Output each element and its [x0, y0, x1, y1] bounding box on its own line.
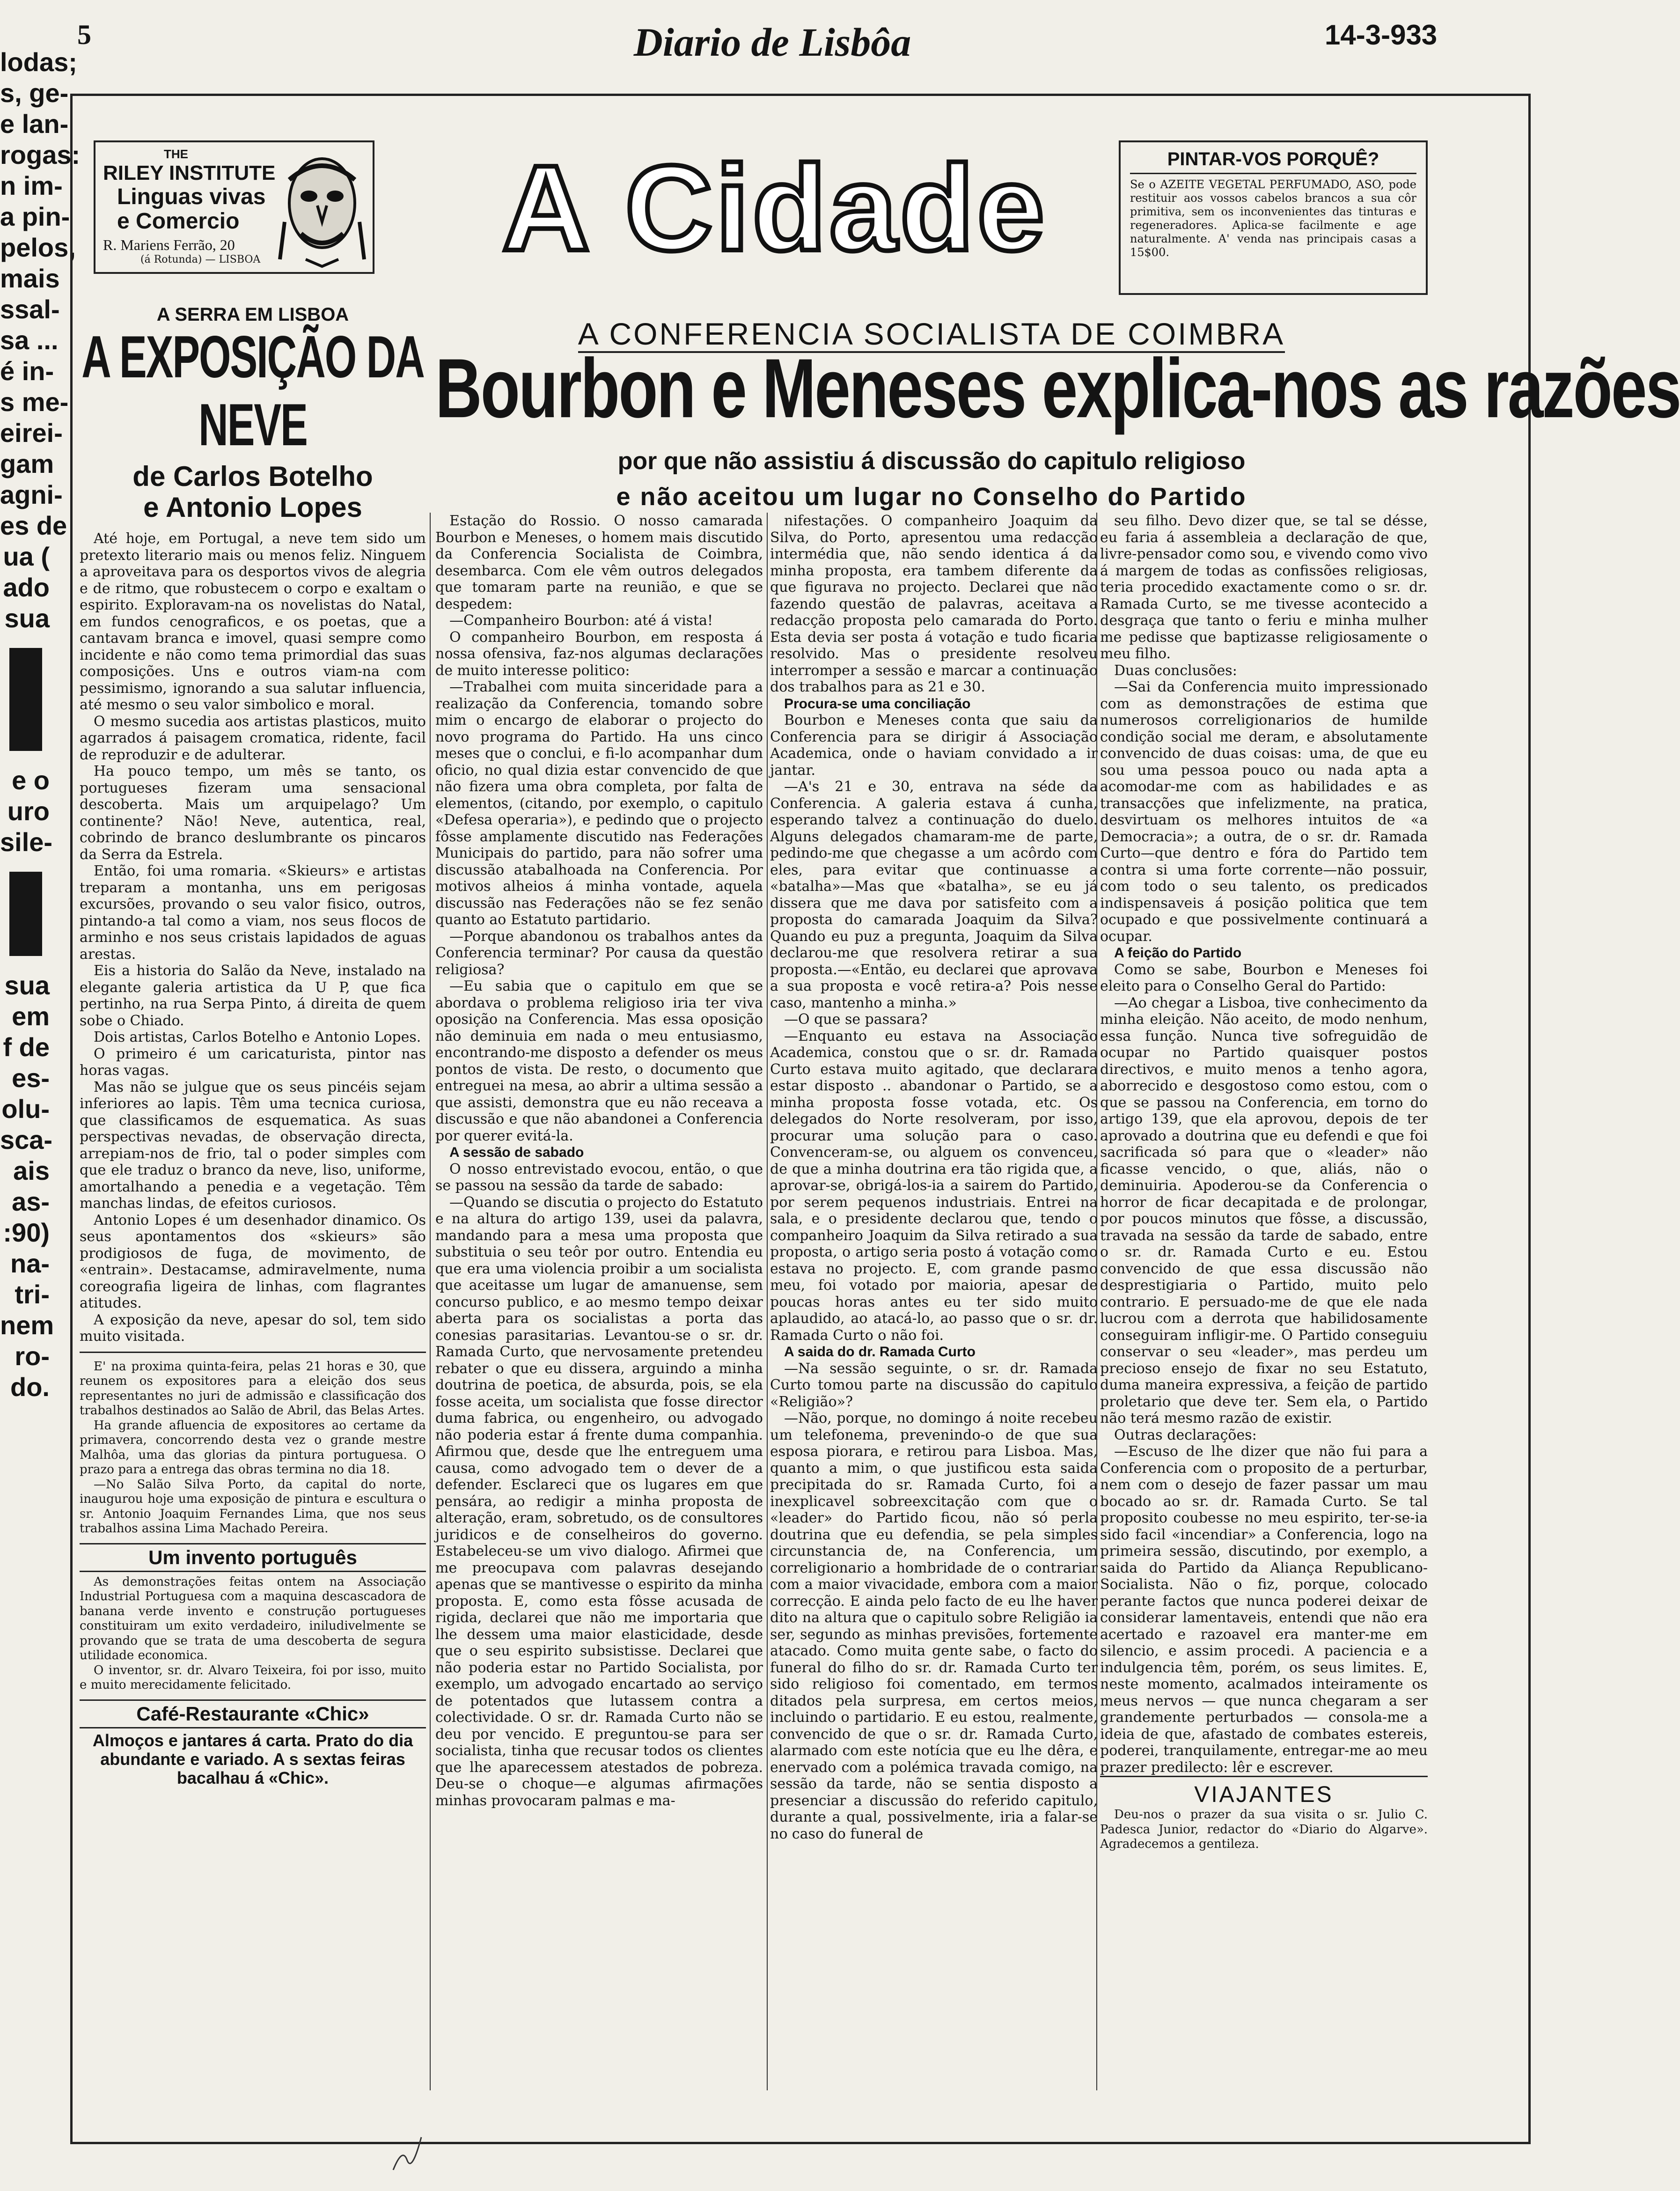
paragraph: Eis a historia do Salão da Neve, instalado na elegante galeria artistica da U P, que fica pertinho, na rua Serpa Pinto, á direita de quem sobe o Chiado. [80, 963, 426, 1029]
margin-fragment: é in- [0, 356, 54, 386]
margin-fragment: e lan- [0, 109, 69, 139]
paragraph: Duas conclusões: [1114, 662, 1237, 679]
margin-fragment: e o [12, 765, 50, 795]
previous-page-margin-strip [0, 47, 81, 2144]
paragraph: —Ao chegar a Lisboa, tive conhecimento da minha eleição. Não aceito, de modo nenhum, essa função. Nunca tive sofreguidão de ocupar no Partido quaisquer postos directivos, e muito menos a tenho agora, aborrecido e desgostoso como estou, com o que se passou na Conferencia, em torno do artigo 139, que ela aprovou, depois de ter aprovado a doutrina que eu defendi e que foi sacrificada só para que o «leader» não ficasse vencido, o que, aliás, não o deminuiria. Apoderou-se da Conferencia o horror de ficar decapitada e de prolongar, por poucos minutos que fôsse, a discussão, travada na sessão da tarde de sabado, entre o sr. dr. Ramada Curto e eu. Estou convencido de que essa discussão não desprestigiaria o Partido, muito pelo contrario. E persuado-me de que ele nada lucrou com a derrota que habilidosamente conseguiram infligir-me. O Partido conseguiu conservar o seu «leader», mas perdeu um precioso ensejo de fixar no seu Estatuto, duma maneira expressiva, a feição de partido proletario que deve ter. Sem ela, o Partido não terá mesmo razão de existir. [1100, 994, 1428, 1426]
note-paragraph: —No Salão Silva Porto, da capital do norte, inaugurou hoje uma exposição de pintura e escultura o sr. Antonio Joaquim Fernandes Lima, que nos seus trabalhos assina Lima Machado Pereira. [80, 1477, 426, 1536]
newspaper-masthead: Diario de Lisbôa [633, 20, 911, 65]
margin-fragment: ado [3, 573, 50, 602]
paragraph: O mesmo sucedia aos artistas plasticos, muito agarrados á paisagem cromatica, ridente, facil de reproduzir e de adulterar. [80, 713, 426, 763]
margin-fragment: olu- [1, 1094, 50, 1124]
paragraph: —Escuso de lhe dizer que não fui para a Conferencia com o proposito de a perturbar, nem com o desejo de fazer passar um mau bocado ao sr. dr. Ramada Curto. Se tal proposito coubesse no meu espirito, ter-se-ia sido facil «incendiar» a Conferencia, logo na primeira sessão, discutindo, por exemplo, a saida do Partido da Aliança Republicano-Socialista. Não o fiz, porque, colocado perante factos que nunca poderei deixar de considerar lamentaveis, entendi que não era acertado e razoavel era manter-me em silencio, e assim procedi. A paciencia e a indulgencia têm, porém, os seus limites. E, neste momento, acalmados inteiramente os meus nervos — que nunca chegaram a ser grandemente perturbados — consola-me a ideia de que, afastado de combates estereis, poderei, tranquilamente, entregar-me ao meu prazer predilecto: lêr e escrever. [1100, 1443, 1428, 1776]
margin-fragment: sa ... [0, 325, 59, 355]
column-rule [767, 513, 768, 2090]
cafe-heading: Café-Restaurante «Chic» [80, 1699, 426, 1728]
margin-fragment: ro- [15, 1341, 50, 1371]
margin-fragment: agni- [0, 480, 63, 509]
ad-the-label: THE [164, 147, 188, 161]
margin-fragment: pelos, [0, 233, 76, 262]
pintar-ad-text: Se o AZEITE VEGETAL PERFUMADO, ASO, pode restituir aos vossos cabelos brancos a sua côr primitiva, sem os inconvenientes das tinturas e regeneradores. Aplica-se facilmente e age naturalmente. A' venda nas principais casas a 15$00. [1130, 178, 1416, 259]
main-kicker-text: A CONFERENCIA SOCIALISTA DE COIMBRA [578, 316, 1285, 353]
paragraph: —Eu sabia que o capitulo em que se abordava o problema religioso iria ter viva oposição na Conferencia. Mas essa oposição não deminuia em nada o meu entusiasmo, encontrando-me disposto a defender os meus pontos de vista. De resto, o documento que entreguei na mesa, ao abrir a ultima sessão a que assisti, demonstra que eu não receava a discussão e que não abandonei a Conferencia por querer evitá-la. [435, 978, 763, 1144]
handwritten-mark-icon [365, 2128, 459, 2175]
pintar-ad-heading: PINTAR-VOS PORQUÊ? [1130, 149, 1416, 174]
paragraph: O primeiro é um caricaturista, pintor nas horas vagas. [80, 1045, 426, 1079]
margin-fragment: mais [0, 264, 60, 293]
paragraph: Ha pouco tempo, um mês se tanto, os portugueses fizeram uma sensacional descoberta. Mais um arquipelago? Um continente? Não! Neve, autentica, real, cobrindo de branco deslumbrante os pincaros da Serra da Estrela. [80, 763, 426, 863]
margin-fragment: es- [12, 1063, 50, 1093]
ad-line-2: e Comercio [117, 209, 240, 234]
margin-fragment: sua [4, 971, 50, 1000]
paragraph: nifestações. O companheiro Joaquim da Silva, do Porto, apresentou uma redacção intermédia que, não sendo identica á da minha proposta, era tambem diferente da que figurava no projecto. Declarei que não fazendo questão de palavras, aceitava a redacção proposta pelo camarada do Porto. Esta devia ser posta á votação e tudo ficaria resolvido. Mas o presidente resolveu interromper a sessão e marcar a continuação dos trabalhos para as 21 e 30. [770, 513, 1098, 695]
margin-fragment: eirei- [0, 418, 63, 448]
ad-address: R. Mariens Ferrão, 20 [103, 236, 235, 253]
margin-fragment: n im- [0, 171, 63, 200]
paragraph: —A's 21 e 30, entrava na séde da Conferencia. A galeria estava á cunha, esperando talvez a continuação do duelo. Alguns delegados chamaram-me de parte, pedindo-me que chegasse a um acôrdo com eles, para evitar que continuasse a «batalha»—Mas que «batalha», se eu já dissera que me dava por satisfeito com a proposta do camarada Joaquim da Silva? Quando eu puz a pregunta, Joaquim da Silva declarou-me que resolvera retirar a sua proposta.—«Então, eu declarei que aprovava a sua proposta e você retira-a? Pois nesse caso, mantenho a minha.» [770, 779, 1098, 1011]
paragraph: —Sai da Conferencia muito impressionado com as demonstrações de estima que numerosos correligionarios de humilde condição social me deram, e absolutamente convencido de duas coisas: uma, de que eu sou uma pessoa pouco ou nada apta a acomodar-me com as habilidades e as transacções que infelizmente, na pratica, desvirtuam os melhores intuitos de «a Democracia»; a outra, de o sr. dr. Ramada Curto—que dentro e fóra do Partido tem contra si uma forte corrente—não possuir, com todo o seu talento, os predicados indispensaveis á posição politica que tem ocupado e que possivelmente continuará a ocupar. [1100, 679, 1428, 945]
paragraph: Então, foi uma romaria. «Skieurs» e artistas treparam a montanha, uns em perigosas excursões, provando o seu valor fisico, outros, pintando-a tal como a viam, nos seus flocos de arminho e nos seus cristais lapidados de aguas arestas. [80, 863, 426, 963]
left-kicker: A SERRA EM LISBOA [156, 304, 349, 325]
margin-fragment: s, ge- [0, 78, 69, 108]
paragraph: —Quando se discutia o projecto do Estatuto e na altura do artigo 139, usei da palavra, mandando para a mesa uma proposta que substituia o seu teôr por outro. Entendia eu que era uma violencia proibir a um socialista que aceitasse um lugar de amanuense, sem concurso publico, e ao mesmo tempo deixar aberta para os socialistas a porta das conesias parasitarias. Levantou-se o sr. dr. Ramada Curto, que nervosamente pretendeu rebater o que eu dissera, arguindo a minha doutrina de poetica, de absurda, pois, se ela fosse aceita, um socialista que fosse director duma fabrica, ou engenheiro, ou advogado não poderia estar á frente duma companhia. Afirmou que, desde que lhe entreguem uma causa, como advogado tem o dever de a defender. Esclareci que os lugares em que pensára, ao redigir a minha proposta de alteração, eram, sobretudo, os de consultores juridicos e de conselheiros do governo. Estabeleceu-se um vivo dialogo. Afirmei que me preocupava com palavras desejando apenas que se mantivesse o espirito da minha proposta. E, como esta fôsse acusada de rigida, declarei que não me importaria que lhe dessem uma maior elasticidade, desde que o seu espirito subsistisse. Declarei que não poderia estar no Partido Socialista, por exemplo, um advogado encartado ao serviço de potentados que lutassem contra a colectividade. O sr. dr. Ramada Curto não se deu por vencido. E preguntou-se para ser socialista, tinha que recusar todos os clientes que lhe aparecessem atestados de pobreza. Deu-se o choque—e algumas afirmações minhas provocaram palmas e ma- [435, 1194, 763, 1809]
margin-fragment: tri- [15, 1279, 50, 1309]
paragraph: —Companheiro Bourbon: até á vista! [449, 612, 713, 629]
margin-fragment: s me- [0, 387, 69, 417]
margin-fragment: nem [0, 1310, 54, 1340]
margin-fragment: f de [3, 1032, 50, 1062]
margin-fragment: sua [4, 603, 50, 633]
main-subheadline-2: e não aceitou um lugar no Conselho do Partido [616, 483, 1247, 511]
invento-body [80, 1575, 426, 1693]
margin-fragment: sile- [0, 827, 53, 857]
margin-fragment: na- [10, 1249, 50, 1278]
paragraph: O nosso entrevistado evocou, então, o que se passou na sessão da tarde de sabado: [435, 1161, 763, 1194]
paragraph: O companheiro Bourbon, em resposta á nossa ofensiva, faz-nos algumas declarações de muito interesse politico: [435, 629, 763, 679]
paragraph: Até hoje, em Portugal, a neve tem sido um pretexto literario mais ou menos feliz. Ninguem a aproveitava para os desportos vivos de alegria e de ritmo, que robustecem o corpo e exaltam o espirito. Exploravam-na os novelistas do Natal, em fundos cenograficos, e os poetas, que a cantavam branca e imovel, quasi sempre como incidente e não como tema primordial das suas composições. Uns e outros viam-na com pessimismo, ignorando a sua salutar influencia, até mesmo o seu valor simbolico e moral. [80, 530, 426, 713]
left-headline: A EXPOSIÇÃO DA NEVE [81, 323, 424, 458]
margin-ink-block [9, 872, 42, 956]
margin-fragment: lodas; [0, 47, 77, 77]
paragraph: Outras declarações: [1114, 1426, 1257, 1443]
note-paragraph: E' na proxima quinta-feira, pelas 21 horas e 30, que reunem os expositores para a eleição dos seus representantes no juri de admissão e classificação dos trabalhos destinados ao Salão de Abril, das Belas Artes. [80, 1359, 426, 1418]
invento-heading: Um invento português [80, 1543, 426, 1572]
viajantes-box [1100, 1776, 1428, 1852]
margin-fragment: do. [10, 1372, 50, 1402]
paragraph: A exposição da neve, apesar do sol, tem sido muito visitada. [80, 1311, 426, 1345]
subsection-heading: A saida do dr. Ramada Curto [784, 1344, 976, 1360]
paragraph: —Enquanto eu estava na Associação Academica, constou que o sr. dr. Ramada Curto estava muito agitado, que declarara estar disposto .. abandonar o Partido, se a minha proposta fosse votada, etc. Os delegados do Norte resolveram, por isso, procurar uma solução para o caso. Convenceram-se, ou alguem os convenceu, de que a minha doutrina era tão rigida que, a aprovar-se, obrigá-los-ia a sairem do Partido, por serem pequenos industriais. Entrei na sala, e o presidente declarou que, tendo o companheiro Joaquim da Silva retirado a sua proposta, o artigo seria posto á votação como estava no projecto. E, com grande pasmo meu, foi votado por maioria, apesar de poucas horas antes eu ter sido muito aplaudido, ao atacá-lo, ao passo que o sr. dr. Ramada Curto o não foi. [770, 1028, 1098, 1344]
ad-address-2: (á Rotunda) — LISBOA [140, 254, 261, 265]
paragraph: O inventor, sr. dr. Alvaro Teixeira, foi por isso, muito e muito merecidamente felicitado. [80, 1663, 426, 1692]
margin-fragment: ais [13, 1156, 50, 1185]
page-number: 5 [77, 19, 91, 50]
paragraph: —Não, porque, no domingo á noite recebeu um telefonema, prevenindo-o de que sua esposa piorara, e retirou para Lisboa. Mas, quanto a mim, o que justificou esta saida precipitada do sr. Ramada Curto, foi a inexplicavel sobreexcitação com que o «leader» do Partido ficou, não só perla doutrina que eu defendia, se pela simples circunstancia de, na Conferencia, um correligionario a hombridade de o contrariar com a maior vivacidade, embora com a maior correcção. E ainda pelo facto de eu lhe haver dito na altura que o capitulo sobre Religião ia ser, segundo as minhas previsões, fortemente atacado. Como muita gente sabe, o facto do funeral do filho do sr. dr. Ramada Curto ter sido religioso foi comentado, em termos ditados pela surpresa, em certos meios, incluindo o partidario. E eu estou, realmente, convencido de que o sr. dr. Ramada Curto, alarmado com este notícia que eu lhe dêra, e enervado com a polémica travada comigo, na sessão da tarde, não se sentia disposto a presenciar a discussão do referido capitulo, durante a qual, possivelmente, iria a falar-se no caso do funeral de [770, 1410, 1098, 1842]
paragraph: Bourbon e Meneses conta que saiu da Conferencia para se dirigir á Associação Academica, onde o haviam convidado a ir jantar. [770, 712, 1098, 779]
paragraph: —O que se passara? [784, 1011, 928, 1028]
pintar-vos-ad [1119, 140, 1428, 295]
left-byline-2: e Antonio Lopes [143, 492, 362, 523]
main-column-1 [435, 513, 763, 2090]
paragraph: —Porque abandonou os trabalhos antes da Conferencia terminar? Por causa da questão religiosa? [435, 928, 763, 978]
margin-fragment: uro [7, 796, 50, 826]
main-column-3-body [1100, 513, 1428, 1776]
margin-fragment: ssal- [0, 294, 60, 324]
margin-fragment: rogas: [0, 140, 81, 169]
ad-line-1: Linguas vivas [117, 184, 266, 209]
issue-date: 14-3-933 [1325, 19, 1438, 51]
main-subheadline: por que não assistiu á discussão do capitulo religioso [617, 448, 1246, 475]
viajantes-text: Deu-nos o prazer da sua visita o sr. Julio C. Padesca Junior, redactor do «Diario do Algarve». Agradecemos a gentileza. [1100, 1808, 1428, 1851]
left-article-body [80, 530, 426, 1345]
margin-fragment: a pin- [0, 202, 70, 231]
divider [80, 1352, 426, 1353]
subsection-heading: A sessão de sabado [449, 1145, 584, 1160]
left-byline-1: de Carlos Botelho [132, 461, 373, 492]
note-paragraph: Ha grande afluencia de expositores ao certame da primavera, concorrendo desta vez o grande mestre Malhôa, uma das glorias da pintura portuguesa. O prazo para a entrega das obras termina no dia 18. [80, 1418, 426, 1477]
viajantes-heading: VIAJANTES [1100, 1776, 1428, 1808]
margin-fragment: as- [12, 1187, 50, 1216]
column-rule [430, 513, 431, 2090]
masked-face-illustration-icon [280, 152, 364, 266]
margin-fragment: es de [0, 511, 67, 540]
margin-fragment: sca- [0, 1125, 53, 1154]
left-notes [80, 1360, 426, 1537]
left-column [80, 300, 426, 2093]
margin-fragment: em [12, 1001, 50, 1031]
paragraph: Estação do Rossio. O nosso camarada Bourbon e Meneses, o homem mais discutido da Conferencia Socialista de Coimbra, desembarca. Com ele vêm outros delegados que tomaram parte na reunião, e que se despedem: [435, 513, 763, 612]
main-headline: Bourbon e Meneses explica-nos as razões [435, 341, 1680, 436]
paragraph: Mas não se julgue que os seus pincéis sejam inferiores ao lapis. Têm uma tecnica curiosa, que classificamos de esquematica. As suas perspectivas nevadas, de observação directa, arrepiam-nos de frio, tal o poder simples com que ele traduz o branco da neve, liso, uniforme, amortalhando a penedia e a vegetação. Têm manchas lindas, de efeitos curiosos. [80, 1079, 426, 1212]
subsection-heading: Procura-se uma conciliação [784, 696, 971, 712]
paragraph: —Na sessão seguinte, o sr. dr. Ramada Curto tomou parte na discussão do capitulo «Religião»? [770, 1360, 1098, 1410]
riley-institute-ad [94, 140, 374, 274]
subsection-heading: A feição do Partido [1114, 945, 1242, 961]
main-column-3 [1100, 513, 1428, 2090]
paragraph: Como se sabe, Bourbon e Meneses foi eleito para o Conselho Geral do Partido: [1100, 961, 1428, 994]
paragraph: Antonio Lopes é um desenhador dinamico. Os seus apontamentos dos «skieurs» são prodigiosos de fuga, de movimento, de «entrain». Destacamse, admiravelmente, numa coreografia ligeira de linhas, com flagrantes atitudes. [80, 1212, 426, 1311]
paragraph: As demonstrações feitas ontem na Associação Industrial Portuguesa com a maquina descascadora de banana verde invento e construção portugueses constituiram um exito verdadeiro, iniludivelmente se provando que se trata de uma descoberta de segura utilidade economica. [80, 1574, 426, 1662]
main-column-2 [770, 513, 1098, 2090]
paragraph: seu filho. Devo dizer que, se tal se désse, eu faria á assembleia a declaração de que, livre-pensador como sou, e vivendo como vivo á margem de todas as confissões religiosas, teria procedido exactamente como o sr. dr. Ramada Curto, se me tivesse acontecido a desgraça que tanto o feriu e minha mulher me pedisse que baptizasse religiosamente o meu filho. [1100, 513, 1428, 662]
cafe-text: Almoços e jantares á carta. Prato do dia abundante e variado. A s sextas feiras bacalhau á «Chic». [92, 1730, 413, 1787]
ad-institute-name: RILEY INSTITUTE [103, 162, 276, 184]
margin-fragment: gam [0, 449, 54, 478]
section-title: A Cidade [438, 140, 1112, 276]
margin-fragment: :90) [3, 1218, 50, 1247]
margin-fragment: ua ( [3, 542, 50, 571]
margin-ink-block [9, 648, 42, 751]
paragraph: —Trabalhei com muita sinceridade para a realização da Conferencia, tomando sobre mim o encargo de elaborar o projecto do novo programa do Partido. Ha uns cinco meses que o conclui, e fi-lo acompanhar dum oficio, no qual dizia estar convencido de que não fizera uma obra completa, por falta de elementos, (citando, por exemplo, o capitulo «Defesa operaria»), e pedindo que o projecto fôsse amplamente discutido nas Federações Municipais do partido, para não sofrer uma discussão atabalhoada na Conferencia. Por motivos alheios á minha vontade, aquela discussão nas Federações não se fez senão quanto ao Estatuto partidario. [435, 679, 763, 928]
paragraph: Dois artistas, Carlos Botelho e Antonio Lopes. [94, 1029, 421, 1045]
